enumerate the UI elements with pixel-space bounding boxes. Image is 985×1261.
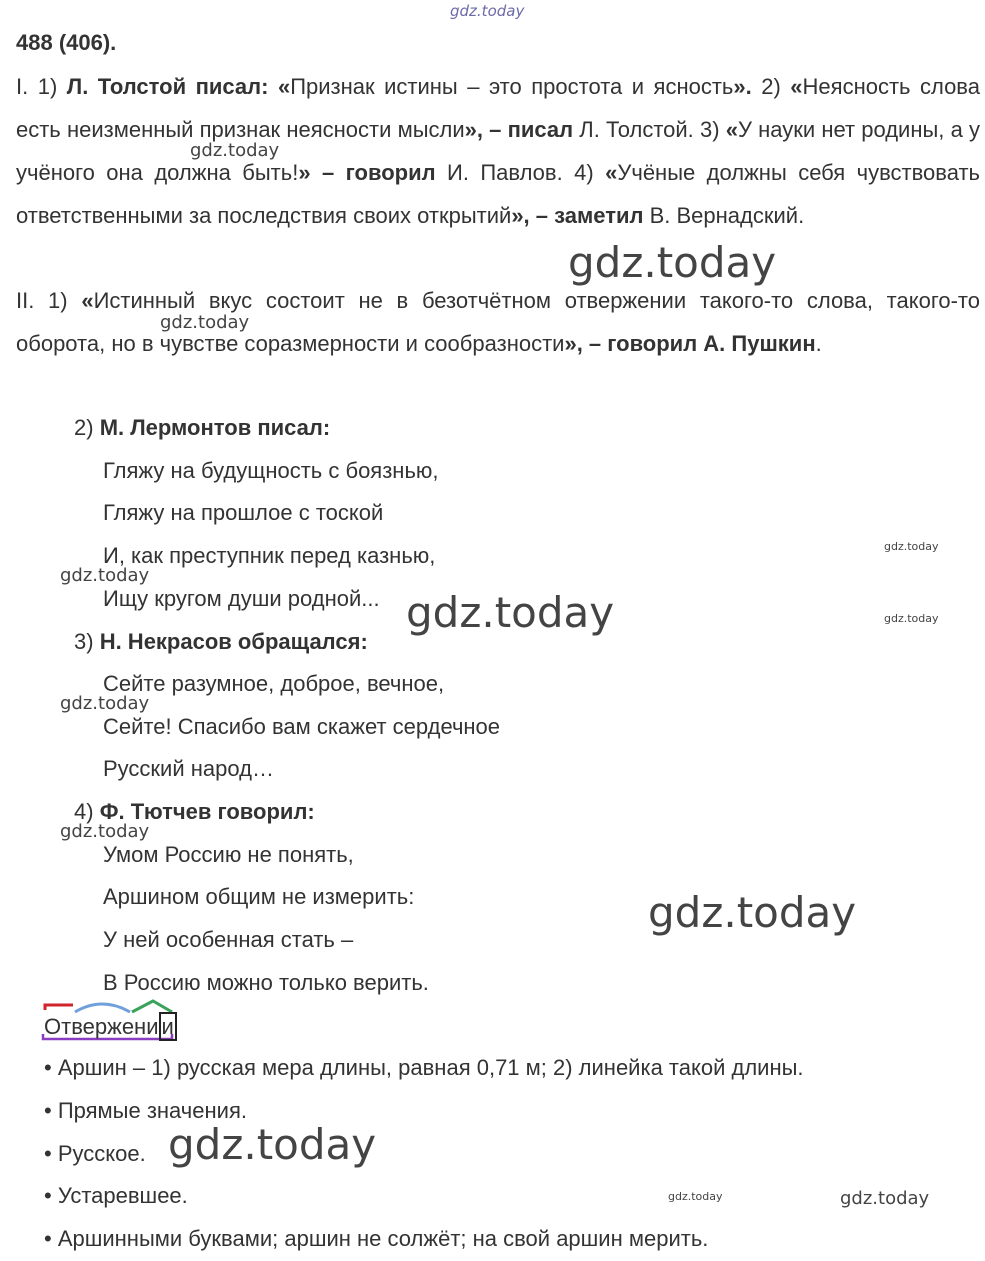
poem-line: Ищу кругом души родной... [103, 586, 380, 611]
bullet-item: • Аршин – 1) русская мера длины, равная 0,71 м; 2) линейка такой длины. [44, 1055, 804, 1080]
text-segment: « [81, 288, 94, 313]
text-segment: » – говорил [298, 160, 436, 185]
watermark: gdz.today [884, 540, 939, 553]
text-segment: Л. Толстой. 3) [573, 117, 726, 142]
text-segment: Признак истины – это простота и ясность [290, 74, 734, 99]
poem-line: У ней особенная стать – [103, 927, 354, 952]
paragraph-part-1 [16, 65, 980, 237]
watermark: gdz.today [60, 821, 150, 842]
watermark: gdz.today [406, 588, 615, 637]
poem-line: В Россию можно только верить. [103, 970, 429, 995]
text-segment: I. 1) [16, 74, 67, 99]
text-segment: Л. Толстой писал: « [66, 74, 291, 99]
watermark: gdz.today [168, 1120, 377, 1169]
bullet-item: • Аршинными буквами; аршин не солжёт; на свой аршин мерить. [44, 1226, 709, 1251]
quote-author: Н. Некрасов обращался: [99, 629, 368, 654]
text-segment: И. Павлов. 4) [435, 160, 606, 185]
text-segment: », – писал [464, 117, 574, 142]
poem-line: Аршином общим не измерить: [103, 884, 415, 909]
watermark: gdz.today [840, 1188, 930, 1209]
poem-line: Сейте разумное, доброе, вечное, [103, 671, 445, 696]
bullet-item: • Прямые значения. [44, 1098, 247, 1123]
quote-heading-nekrasov: 3) Н. Некрасов обращался: [74, 629, 368, 654]
watermark: gdz.today [648, 888, 857, 937]
watermark: gdz.today [160, 312, 250, 333]
text-segment: « [605, 160, 618, 185]
poem-line: Гляжу на прошлое с тоской [103, 500, 384, 525]
word-ending: и [159, 1012, 177, 1041]
text-segment: У науки нет родины, а у учёного она должна быть! [16, 117, 981, 185]
text-segment: ». [733, 74, 752, 99]
watermark: gdz.today [568, 238, 777, 287]
poem-line: Русский народ… [103, 756, 274, 781]
text-segment: 2) [751, 74, 791, 99]
text-segment: . [815, 331, 822, 356]
watermark: gdz.today [668, 1190, 723, 1203]
quote-heading-tyutchev: 4) Ф. Тютчев говорил: [74, 799, 315, 824]
text-segment: », – говорил А. Пушкин [564, 331, 816, 356]
poem-line: Умом Россию не понять, [103, 842, 354, 867]
bullet-item: • Русское. [44, 1141, 146, 1166]
text-segment: Неясность слова есть неизменный признак неясности мысли [16, 74, 980, 142]
text-segment: Истинный вкус состоит не в безотчётном отвержении такого-то слова, такого-то оборота, но в чувстве соразмерности и сообразности [16, 288, 981, 356]
bullet-item: • Устаревшее. [44, 1183, 188, 1208]
quote-author: М. Лермонтов писал: [99, 415, 331, 440]
watermark: gdz.today [60, 565, 150, 586]
watermark: gdz.today [190, 140, 280, 161]
watermark: gdz.today [60, 693, 150, 714]
root-arc-mark [75, 1004, 130, 1012]
quote-heading-lermontov: 2) М. Лермонтов писал: [74, 415, 331, 440]
poem-line: И, как преступник перед казнью, [103, 543, 436, 568]
text-segment: « [790, 74, 803, 99]
text-segment: Учёные должны себя чувствовать ответственными за последствия своих открытий [16, 160, 981, 228]
morpheme-word [44, 1012, 177, 1042]
suffix-mark [132, 1001, 172, 1012]
text-segment: « [725, 117, 738, 142]
text-segment: II. 1) [16, 288, 82, 313]
watermark: gdz.today [884, 612, 939, 625]
watermark: gdz.today [450, 2, 525, 20]
poem-line: Гляжу на будущность с боязнью, [103, 458, 439, 483]
poem-line: Сейте! Спасибо вам скажет сердечное [103, 714, 501, 739]
word-stem: Отвержени [44, 1014, 159, 1039]
text-segment: », – заметил [511, 203, 644, 228]
prefix-mark [45, 1005, 73, 1010]
exercise-number: 488 (406). [16, 30, 117, 55]
text-segment: В. Вернадский. [643, 203, 805, 228]
quote-author: Ф. Тютчев говорил: [99, 799, 315, 824]
